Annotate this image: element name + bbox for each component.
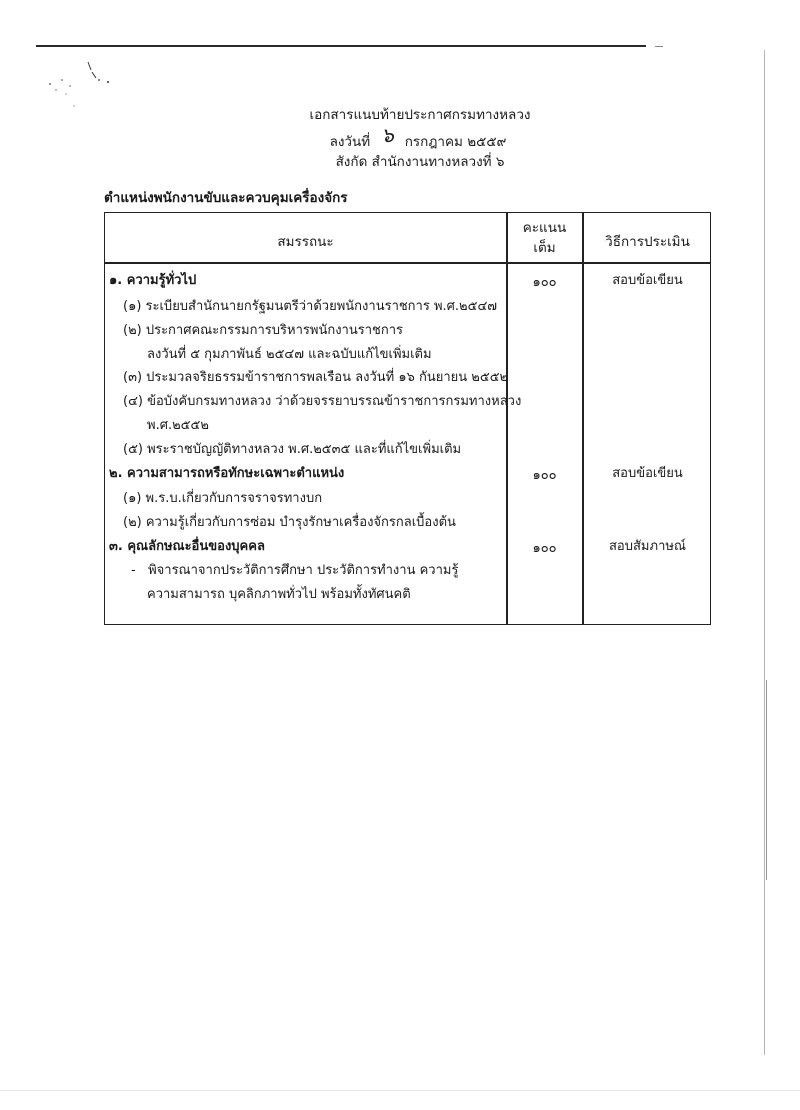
header-full-score bbox=[507, 218, 582, 258]
scan-edge-right-mark bbox=[766, 680, 767, 880]
item-line: ลงวันที่ ๕ กุมภาพันธ์ ๒๕๔๗ และฉบับแก้ไขเพิ่มเติม bbox=[147, 347, 432, 362]
item-line: (๔) ข้อบังคับกรมทางหลวง ว่าด้วยจรรยาบรรณข้าราชการกรมทางหลวง bbox=[123, 394, 522, 409]
section-title: ๒. ความสามารถหรือทักษะเฉพาะตำแหน่ง bbox=[109, 466, 345, 481]
section-score: ๑๐๐ bbox=[532, 468, 557, 483]
section-title: ๑. ความรู้ทั่วไป bbox=[109, 273, 197, 288]
item-line: - พิจารณาจากประวัติการศึกษา ประวัติการทำงาน ความรู้ bbox=[131, 563, 459, 578]
section-method: สอบสัมภาษณ์ bbox=[609, 539, 686, 554]
section-title: ๓. คุณลักษณะอื่นของบุคคล bbox=[109, 539, 265, 554]
header-method: วิธีการประเมิน bbox=[605, 234, 690, 250]
item-line: (๒) ประกาศคณะกรรมการบริหารพนักงานราชการ bbox=[123, 323, 403, 338]
scan-edge-top bbox=[36, 45, 646, 47]
item-line: ความสามารถ บุคลิกภาพทั่วไป พร้อมทั้งทัศนคติ bbox=[147, 587, 411, 602]
scan-edge-right bbox=[764, 50, 765, 1055]
document-date bbox=[18, 123, 800, 153]
handwritten-day: ๖ bbox=[381, 123, 394, 147]
section-method: สอบข้อเขียน bbox=[612, 466, 683, 481]
scan-edge-bottom bbox=[0, 1090, 800, 1091]
section-method: สอบข้อเขียน bbox=[612, 273, 683, 288]
date-suffix: กรกฎาคม ๒๕๕๙ bbox=[404, 134, 507, 150]
date-prefix: ลงวันที่ bbox=[329, 134, 371, 150]
competency-table bbox=[104, 212, 711, 625]
section-score: ๑๐๐ bbox=[532, 275, 557, 290]
header-score-line1: คะแนน bbox=[522, 220, 567, 236]
header-divider bbox=[105, 262, 710, 264]
item-line: (๓) ประมวลจริยธรรมข้าราชการพลเรือน ลงวันที่ ๑๖ กันยายน ๒๕๕๒ bbox=[123, 370, 509, 385]
scan-edge-mark bbox=[655, 46, 663, 47]
item-line: (๑) ระเบียบสำนักนายกรัฐมนตรีว่าด้วยพนักงานราชการ พ.ศ.๒๕๔๗ bbox=[123, 299, 498, 314]
item-line: พ.ศ.๒๕๕๒ bbox=[147, 418, 209, 433]
header-score-line2: เต็ม bbox=[533, 240, 556, 256]
document-heading: เอกสารแนบท้ายประกาศกรมทางหลวง bbox=[309, 107, 531, 123]
item-line: (๕) พระราชบัญญัติทางหลวง พ.ศ.๒๕๓๕ และที่แก้ไขเพิ่มเติม bbox=[123, 442, 462, 457]
header-competency: สมรรถนะ bbox=[277, 234, 334, 250]
document-affiliation: สังกัด สำนักงานทางหลวงที่ ๖ bbox=[335, 154, 505, 170]
section-score: ๑๐๐ bbox=[532, 541, 557, 556]
position-title: ตำแหน่งพนักงานขับและควบคุมเครื่องจักร bbox=[104, 190, 348, 206]
item-line: (๑) พ.ร.บ.เกี่ยวกับการจราจรทางบก bbox=[123, 491, 323, 506]
item-line: (๒) ความรู้เกี่ยวกับการซ่อม บำรุงรักษาเครื่องจักรกลเบื้องต้น bbox=[123, 515, 456, 530]
